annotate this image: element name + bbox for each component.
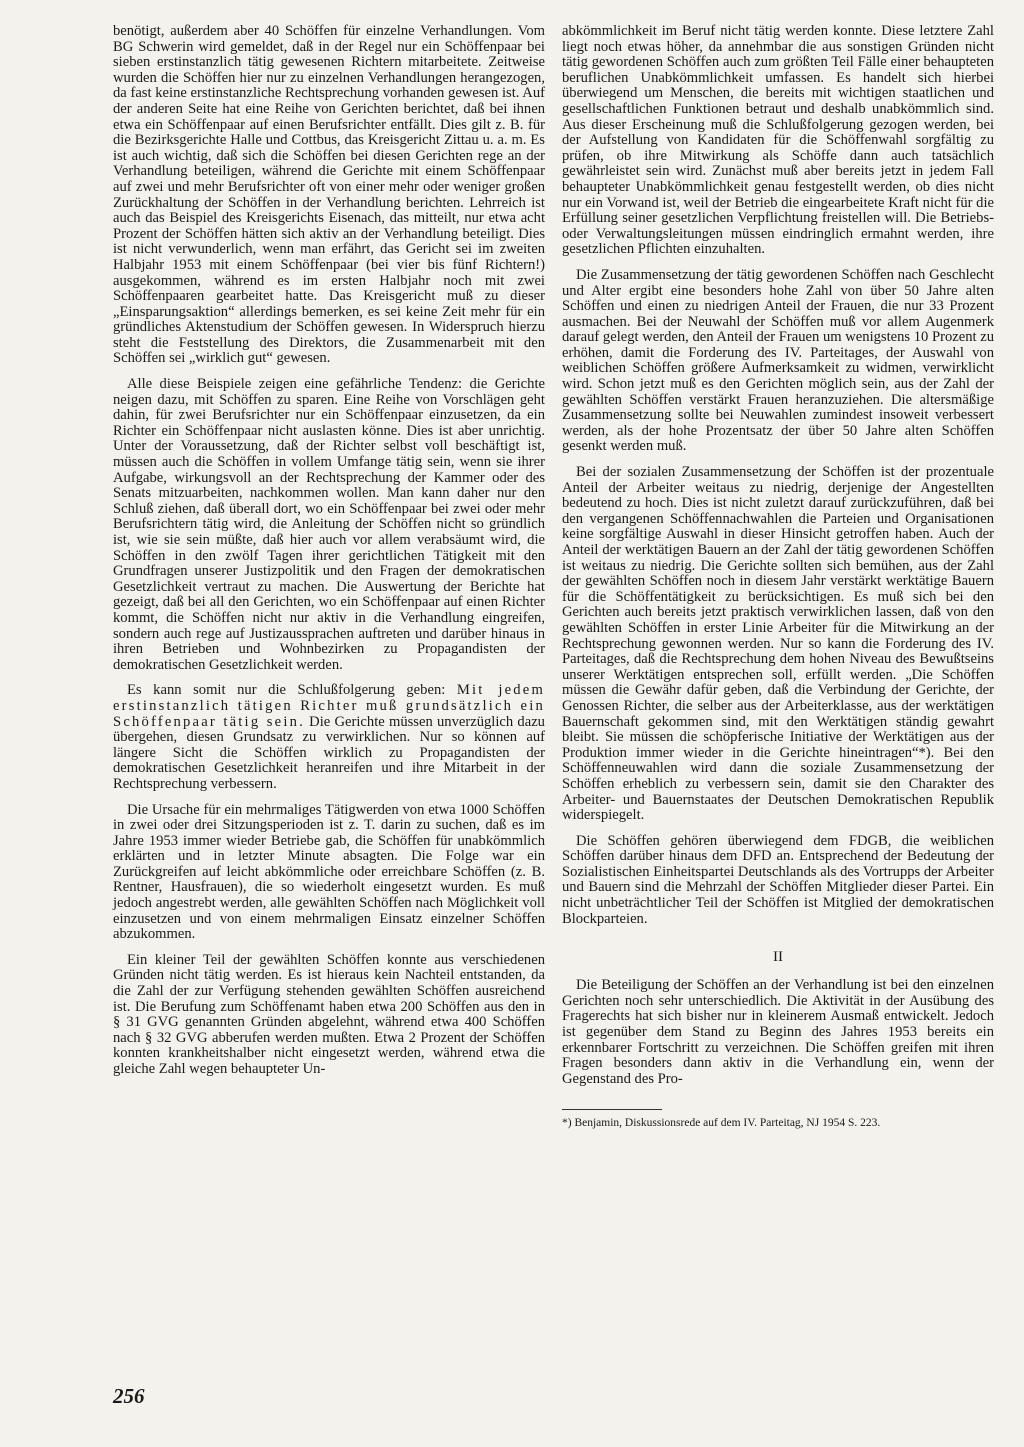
section-heading: II [773, 949, 783, 966]
paragraph [113, 377, 545, 673]
paragraph-text: abkömmlichkeit im Beruf nicht tätig werden konnte. Diese letztere Zahl liegt noch etwas höher, da annehmbar die aus sonstigen Gründen nicht tätig gewordenen Schöffen auch zum größten Teil Fälle einer behaupteten beruflichen Unabkömmlichkeit umfassen. Es handelt sich hierbei überwiegend um Menschen, die bereits mit wichtigen staatlichen und gesellschaftlichen Funktionen betraut und deshalb unabkömmlich sind. Aus dieser Erscheinung muß die Schlußfolgerung gezogen werden, bei der Aufstellung von Kandidaten für die Schöffenwahl sorgfältig zu prüfen, ob ihre Mitwirkung als Schöffe dann auch tatsächlich gewährleistet sein wird. Zunächst muß aber bereits jetzt in jedem Fall behaupteter Unabkömmlichkeit genau festgestellt werden, ob dies nicht nur ein Vorwand ist, weil der Betrieb die eingearbeitete Kraft nicht für die Erfüllung seiner gesetzlichen Verpflichtung freistellen will. Die Betriebs- oder Verwaltungsleitungen müssen eindringlich ermahnt werden, ihre gesetzlichen Pflichten einzuhalten. [562, 23, 994, 258]
right-column-text-b [562, 978, 994, 1087]
paragraph [113, 683, 545, 792]
paragraph-text: Die Zusammensetzung der tätig gewordenen Schöffen nach Geschlecht und Alter ergibt eine besonders hohe Zahl von über 50 Jahre alten Schöffen und einen zu niedrigen Anteil der Frauen, die nur 33 Prozent ausmachen. Bei der Neuwahl der Schöffen muß vor allem Augenmerk darauf gelegt werden, den Anteil der Frauen um wenigstens 10 Prozent zu erhöhen, damit die Forderung des IV. Parteitages, der Auswahl von weiblichen Schöffen größere Aufmerksamkeit zu widmen, verwirklicht wird. Schon jetzt muß es den Gerichten möglich sein, aus der Zahl der gewählten Schöffen verstärkt Frauen heranzuziehen. Die altersmäßige Zusammensetzung sollte bei Neuwahlen zumindest insoweit verbessert werden, als der hohe Prozentsatz der über 50 Jahre alten Schöffen gesenkt werden muß. [562, 266, 995, 455]
paragraph [113, 24, 545, 367]
paragraph-text: Die Schöffen gehören überwiegend dem FDGB, die weiblichen Schöffen darüber hinaus dem DFD an. Entsprechend der Bedeutung der Sozialistischen Einheitspartei Deutschlands als des Vortrupps der Arbeiter und Bauern sind die Mehrzahl der Schöffen Mitglieder dieser Partei. Ein nicht unbeträchtlicher Teil der Schöffen ist Mitglied der demokratischen Blockparteien. [562, 832, 994, 927]
right-column-text-a [562, 24, 994, 927]
paragraph-text: benötigt, außerdem aber 40 Schöffen für einzelne Verhandlungen. Vom BG Schwerin wird gemeldet, daß in der Regel nur ein Schöffenpaar bei sieben erstinstanzlich tätig gewesenen Richtern mitarbeitete. Zeitweise wurden die Schöffen hier nur zu einzelnen Verhandlungen herangezogen, da fast keine erstinstanzliche Rechtsprechung vorhanden gewesen ist. Auf der anderen Seite hat eine Reihe von Gerichten berichtet, daß bei ihnen etwa ein Schöffenpaar auf einen Berufsrichter entfällt. Dies gilt z. B. für die Bezirksgerichte Halle und Cottbus, das Kreisgericht Zittau u. a. m. Es ist auch wichtig, daß sich die Schöffen bei diesen Gerichten rege an der Verhandlung beteiligen, während die Gerichte mit einem Schöffenpaar auf zwei und mehr Berufsrichter oft von einer mehr oder weniger großen Zurückhaltung der Schöffen in der Verhandlung berichten. Lehrreich ist auch das Beispiel des Kreisgerichts Eisenach, das mitteilt, nur etwa acht Prozent der Schöffen hätten sich aktiv an der Verhandlung beteiligt. Dies ist nicht verwunderlich, wenn man erfährt, das Gericht sei im zweiten Halbjahr 1953 mit einem Schöffenpaar (bei vier bis fünf Richtern!) ausgekommen, während es im ersten Halbjahr noch mit zwei Schöffenpaaren gearbeitet hatte. Das Kreisgericht muß zu dieser „Einsparungsaktion“ allerdings bemerken, es sei keine Zeit mehr für ein gründliches Aktenstudium der Schöffen gewesen. In Widerspruch hierzu steht die Feststellung des Direktors, die Zusammenarbeit mit den Schöffen sei „wirklich gut“ gewesen. [113, 23, 545, 367]
emphasized-text: Mit jedem erstinstanzlich tätigen Richter muß grundsätzlich ein Schöffenpaar tätig sein. [113, 682, 545, 730]
right-column [562, 24, 994, 1131]
paragraph [562, 834, 994, 928]
page-number: 256 [113, 1384, 145, 1408]
paragraph-text: Ein kleiner Teil der gewählten Schöffen konnte aus verschiedenen Gründen nicht tätig werden. Es ist hieraus kein Nachteil entstanden, da die Zahl der zur Verfügung stehenden gewählten Schöffen ausreichend ist. Die Berufung zum Schöffenamt haben etwa 200 Schöffen aus den in § 31 GVG genannten Gründen abgelehnt, während etwa 400 Schöffen nach § 32 GVG abberufen werden mußten. Etwa 2 Prozent der Schöffen konnten krankheitshalber nicht eingesetzt werden, während etwa die gleiche Zahl wegen behaupteter Un- [113, 951, 545, 1077]
paragraph [562, 465, 994, 824]
paragraph-text: Die Beteiligung der Schöffen an der Verhandlung ist bei den einzelnen Gerichten noch sehr unterschiedlich. Die Aktivität in der Ausübung des Fragerechts hat sich bisher nur in kleinerem Ausmaß entwickelt. Jedoch ist gegenüber dem Stand zu Beginn des Jahres 1953 bereits ein erkennbarer Fortschritt zu verzeichnen. Die Schöffen greifen mit ihren Fragen besonders dann aktiv in die Verhandlung ein, wenn der Gegenstand des Pro- [562, 977, 994, 1087]
paragraph [562, 268, 994, 455]
paragraph-text: Es kann somit nur die Schlußfolgerung geben: [127, 682, 457, 699]
paragraph-text: Die Ursache für ein mehrmaliges Tätigwerden von etwa 1000 Schöffen in zwei oder drei Sitzungsperioden ist z. T. darin zu suchen, daß es im Jahre 1953 immer wieder Betriebe gab, die Schöffen für unabkömmlich erklärten und in letzter Minute absagten. Die Folge war ein Zurückgreifen auf leicht abkömmliche oder erreichbare Schöffen (z. B. Rentner, Hausfrauen), die so wiederholt eingesetzt wurden. Es muß jedoch angestrebt werden, alle gewählten Schöffen nach Möglichkeit voll einzusetzen und von einem mehrmaligen Einsatz einzelner Schöffen abzukommen. [113, 801, 545, 943]
paragraph-text: Alle diese Beispiele zeigen eine gefährliche Tendenz: die Gerichte neigen dazu, mit Schöffen zu sparen. Eine Reihe von Vorschlägen geht dahin, für zwei Berufsrichter nur ein Schöffenpaar einzusetzen, da ein Richter ein Schöffenpaar nicht auslasten könne. Dies ist aber unrichtig. Unter der Voraussetzung, daß der Richter selbst voll beschäftigt ist, müssen auch die Schöffen in vollem Umfange tätig sein, wenn sie ihrer Aufgabe, wirkungsvoll an der Rechtsprechung der Kammer oder des Senats mitzuarbeiten, nachkommen wollen. Man kann daher nur den Schluß ziehen, daß überall dort, wo ein Schöffenpaar bei zwei oder mehr Berufsrichtern tätig wird, die Anleitung der Schöffen nicht so gründlich ist, wie sie sein müßte, daß hier auch vor allem verabsäumt wird, die Schöffen in den zwölf Tagen ihrer gerichtlichen Tätigkeit mit den Grundfragen unserer Justizpolitik und den Fragen der demokratischen Gesetzlichkeit vertraut zu machen. Die Auswertung der Berichte hat gezeigt, daß bei all den Gerichten, wo ein Schöffenpaar auf einen Richter kommt, die Schöffen nicht nur aktiv in die Verhandlung eingreifen, sondern auch rege auf Justizaussprachen auftreten und darüber hinaus in ihren Betrieben und Wohnbezirken zu Propagandisten der demokratischen Gesetzlichkeit werden. [113, 376, 545, 673]
footnote-divider [562, 1109, 662, 1110]
footnote: *) Benjamin, Diskussionsrede auf dem IV. Parteitag, NJ 1954 S. 223. [562, 1117, 881, 1130]
paragraph [113, 803, 545, 943]
left-column [113, 24, 545, 1088]
paragraph-text: Die Gerichte müssen unverzüglich dazu übergehen, diesen Grundsatz zu verwirklichen. Nur so können auf längere Sicht die Schöffen wirklich zu Propagandisten der demokratischen Gesetzlichkeit heranreifen und ihre Mitarbeit in der Rechtsprechung verbessern. [113, 713, 545, 792]
paragraph [562, 24, 994, 258]
paragraph-text: Bei der sozialen Zusammensetzung der Schöffen ist der prozentuale Anteil der Arbeiter weitaus zu niedrig, derjenige der Angestellten bedeutend zu hoch. Dies ist nicht zuletzt darauf zurückzuführen, daß bei den vergangenen Schöffennachwahlen die Parteien und Organisationen keine sorgfältige Auswahl in dieser Hinsicht getroffen haben. Auch der Anteil der werktätigen Bauern an der Zahl der tätig gewordenen Schöffen ist weitaus zu niedrig. Die Gerichte sollten sich bemühen, aus der Zahl der gewählten Schöffen noch in diesem Jahr verstärkt werktätige Bauern für die Schöffentätigkeit zu berücksichtigen. Es muß sich bei den Gerichten auch bereits jetzt praktisch verwirklichen lassen, daß von den gewählten Schöffen in erster Linie Arbeiter für die Mitwirkung an der Rechtsprechung gewonnen werden. Nur so kann die Forderung des IV. Parteitages, daß die Rechtsprechung dem hohen Niveau des Bewußtseins unserer Werktätigen entsprechen soll, erfüllt werden. „Die Schöffen müssen die Gewähr dafür geben, daß die Verbindung der Gerichte, der Genossen Richter, die selber aus der Arbeiterklasse, aus der werktätigen Bauernschaft gekommen sind, mit den Werktätigen ständig gewahrt bleibt. Sie müssen die schöpferische Initiative der Werktätigen aus der Produktion immer wieder in die Gerichte hineintragen“*). Bei den Schöffenneuwahlen wird dann die soziale Zusammensetzung der Schöffen erheblich zu verbessern sein, damit sie den Charakter des Arbeiter- und Bauernstaates der Deutschen Demokratischen Republik widerspiegelt. [562, 464, 994, 824]
paragraph [562, 978, 994, 1087]
paragraph [113, 953, 545, 1078]
